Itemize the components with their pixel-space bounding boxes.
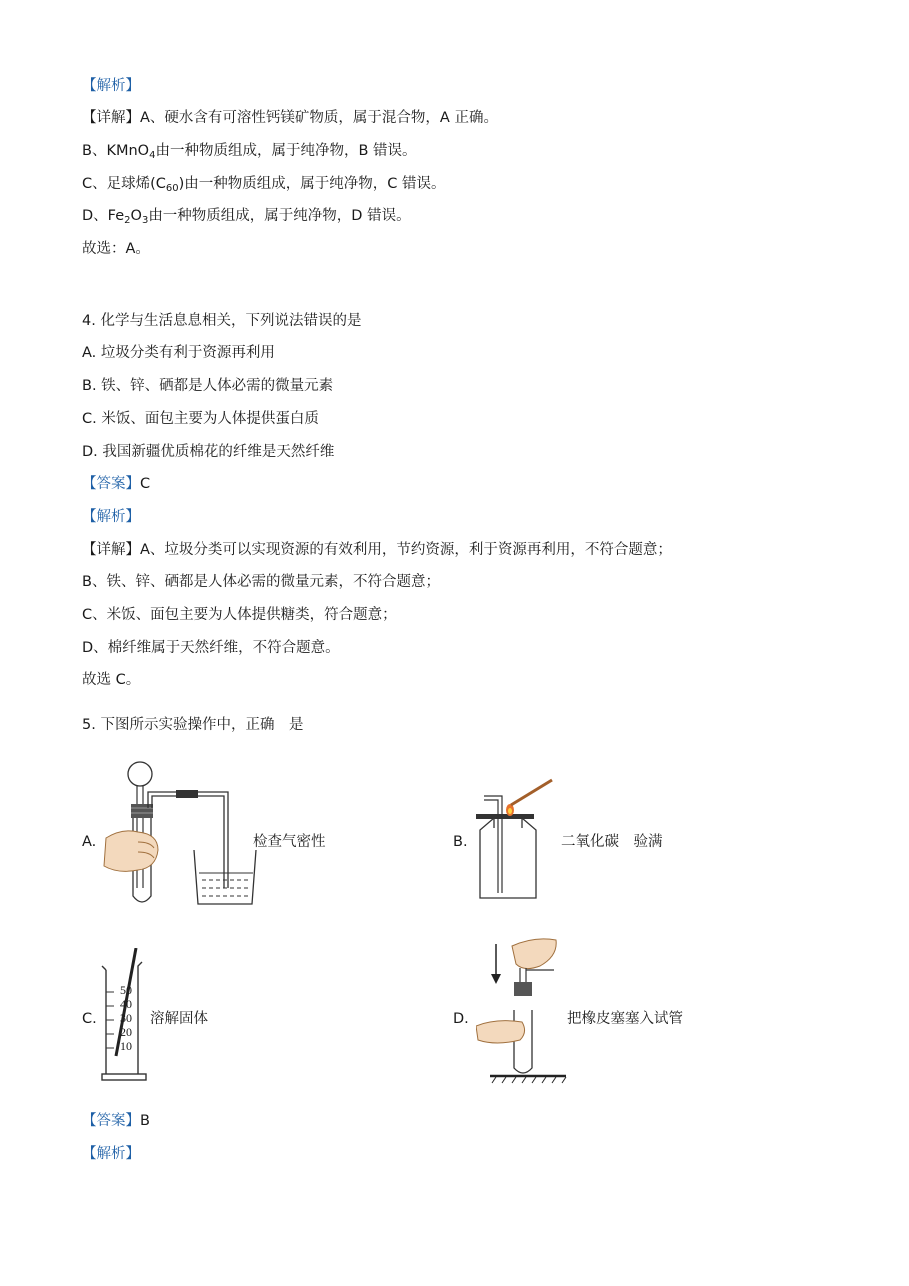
cylinder-scale-40: 40: [120, 997, 132, 1011]
q5-option-d-text: 把橡皮塞塞入试管: [567, 1011, 683, 1027]
q4-analysis-heading: 【解析】: [82, 509, 140, 525]
q5-option-b-text: 二氧化碳 验满: [561, 834, 663, 850]
q4-option-a: A. 垃圾分类有利于资源再利用: [82, 345, 275, 361]
detail-line-a: 【详解】A、硬水含有可溶性钙镁矿物质，属于混合物，A 正确。: [82, 110, 498, 126]
cylinder-scale-30: 30: [120, 1011, 132, 1025]
airtightness-check-figure: [98, 758, 258, 908]
q4-detail-b: B、铁、锌、硒都是人体必需的微量元素，不符合题意；: [82, 574, 440, 590]
cylinder-scale-50: 50: [120, 983, 132, 997]
q4-conclusion: 故选 C。: [82, 672, 141, 688]
q4-option-b: B. 铁、锌、硒都是人体必需的微量元素: [82, 378, 334, 394]
q5-option-c-text: 溶解固体: [150, 1011, 208, 1027]
detail-line-c: C、足球烯$(C_{60})$由一种物质组成，属于纯净物，C 错误。: [82, 176, 446, 194]
conclusion-1: 故选：A。: [82, 241, 150, 257]
cylinder-scale-20: 20: [120, 1025, 132, 1039]
q5-answer: 【答案】B: [82, 1113, 150, 1129]
q4-stem: 4. 化学与生活息息相关，下列说法错误的是: [82, 313, 362, 329]
q4-option-d: D. 我国新疆优质棉花的纤维是天然纤维: [82, 444, 335, 460]
co2-full-test-figure: [476, 778, 558, 902]
q5-option-a-letter: A.: [82, 834, 97, 850]
q4-detail-a: 【详解】A、垃圾分类可以实现资源的有效利用，节约资源，利于资源再利用，不符合题意；: [82, 542, 672, 558]
q5-analysis-heading: 【解析】: [82, 1146, 140, 1162]
q4-detail-d: D、棉纤维属于天然纤维，不符合题意。: [82, 640, 340, 656]
q5-stem: 5. 下图所示实验操作中，正确 是: [82, 717, 304, 733]
q4-answer: 【答案】C: [82, 476, 151, 492]
q4-detail-c: C、米饭、面包主要为人体提供糖类，符合题意；: [82, 607, 397, 623]
q5-option-a-text: 检查气密性: [253, 834, 326, 850]
stopper-insertion-figure: [476, 936, 568, 1086]
q5-option-c-letter: C.: [82, 1011, 97, 1027]
q5-option-b-letter: B.: [453, 834, 468, 850]
analysis-heading-1: 【解析】: [82, 78, 140, 94]
detail-line-b: B、KMnO$_4$由一种物质组成，属于纯净物，B 错误。: [82, 143, 417, 161]
cylinder-scale-10: 10: [120, 1039, 132, 1053]
q4-option-c: C. 米饭、面包主要为人体提供蛋白质: [82, 411, 319, 427]
q5-option-d-letter: D.: [453, 1011, 469, 1027]
detail-line-d: D、$Fe_2O_3$由一种物质组成，属于纯净物，D 错误。: [82, 208, 411, 226]
